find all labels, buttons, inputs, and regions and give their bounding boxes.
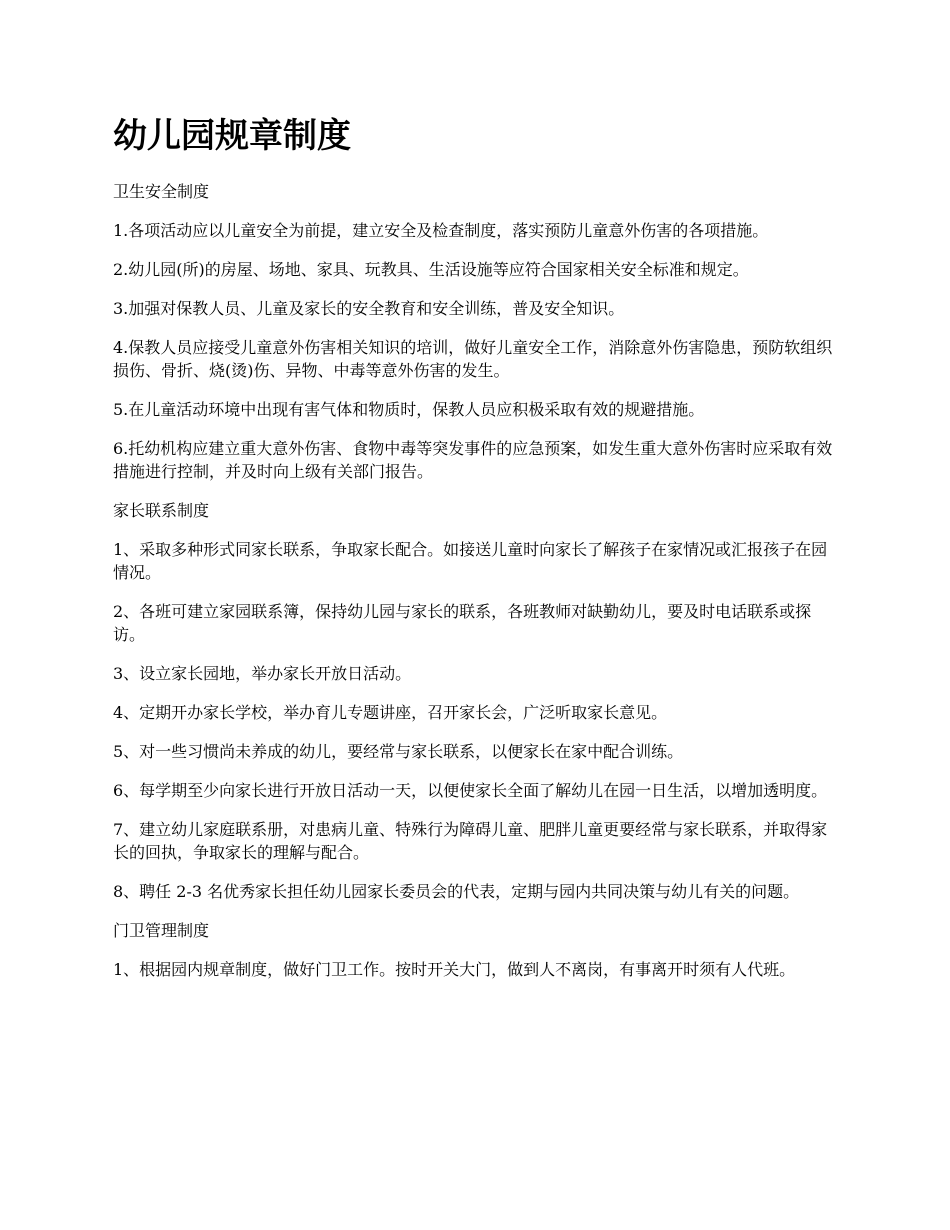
paragraph: 1、采取多种形式同家长联系，争取家长配合。如接送儿童时向家长了解孩子在家情况或汇报孩子在园情况。: [113, 540, 828, 582]
paragraph: 2.幼儿园(所)的房屋、场地、家具、玩教具、生活设施等应符合国家相关安全标准和规定。: [113, 260, 749, 279]
paragraph: 3、设立家长园地，举办家长开放日活动。: [113, 664, 412, 683]
paragraph: 8、聘任 2-3 名优秀家长担任幼儿园家长委员会的代表，定期与园内共同决策与幼儿有关的问题。: [113, 882, 800, 901]
paragraph: 3.加强对保教人员、儿童及家长的安全教育和安全训练，普及安全知识。: [113, 299, 625, 318]
document-body: [113, 180, 843, 997]
paragraph: 4.保教人员应接受儿童意外伤害相关知识的培训，做好儿童安全工作，消除意外伤害隐患，预防软组织损伤、骨折、烧(烫)伤、异物、中毒等意外伤害的发生。: [113, 338, 833, 380]
paragraph: 5、对一些习惯尚未养成的幼儿，要经常与家长联系，以便家长在家中配合训练。: [113, 742, 684, 761]
paragraph: 6、每学期至少向家长进行开放日活动一天，以便使家长全面了解幼儿在园一日生活，以增加透明度。: [113, 781, 828, 800]
paragraph: 5.在儿童活动环境中出现有害气体和物质时，保教人员应积极采取有效的规避措施。: [113, 400, 705, 419]
paragraph: 1、根据园内规章制度，做好门卫工作。按时开关大门，做到人不离岗，有事离开时须有人代班。: [113, 960, 796, 979]
paragraph: 6.托幼机构应建立重大意外伤害、食物中毒等突发事件的应急预案，如发生重大意外伤害时应采取有效措施进行控制，并及时向上级有关部门报告。: [113, 439, 833, 481]
paragraph: 1.各项活动应以儿童安全为前提，建立安全及检查制度，落实预防儿童意外伤害的各项措施。: [113, 221, 769, 240]
section-heading-gatekeeper: 门卫管理制度: [113, 921, 210, 940]
paragraph: 7、建立幼儿家庭联系册，对患病儿童、特殊行为障碍儿童、肥胖儿童更要经常与家长联系，并取得家长的回执，争取家长的理解与配合。: [113, 820, 828, 862]
section-heading-hygiene-safety: 卫生安全制度: [113, 182, 210, 201]
paragraph: 2、各班可建立家园联系簿，保持幼儿园与家长的联系，各班教师对缺勤幼儿，要及时电话联系或探访。: [113, 602, 812, 644]
paragraph: 4、定期开办家长学校，举办育儿专题讲座，召开家长会，广泛听取家长意见。: [113, 703, 668, 722]
document-title: 幼儿园规章制度: [113, 116, 351, 156]
section-heading-parent-contact: 家长联系制度: [113, 501, 210, 520]
